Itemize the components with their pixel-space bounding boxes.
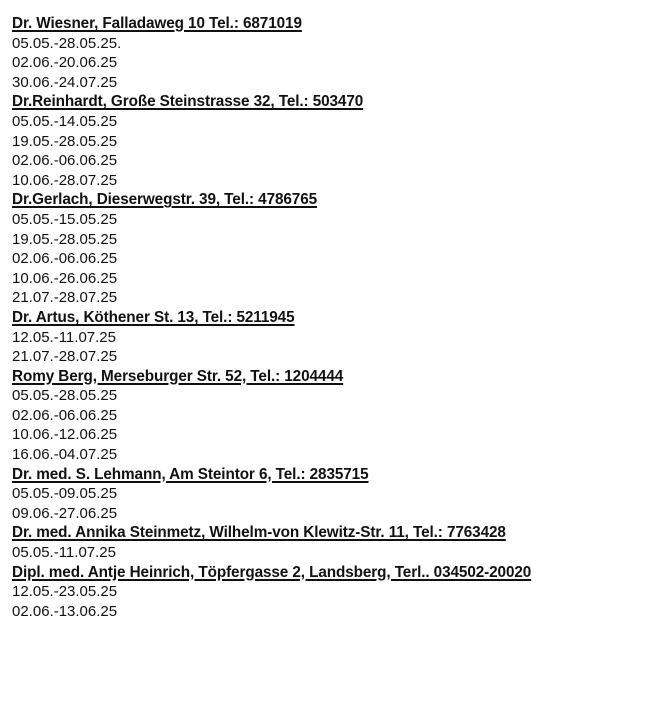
entry-heading: Dr. Wiesner, Falladaweg 10 Tel.: 6871019 — [12, 15, 302, 32]
document-page — [12, 14, 648, 621]
entry-heading: Romy Berg, Merseburger Str. 52, Tel.: 1204444 — [12, 367, 344, 385]
date-range: 09.06.-27.06.25 — [12, 504, 118, 522]
entry-heading: Dr. med. Annika Steinmetz, Wilhelm-von Klewitz-Str. 11, Tel.: 7763428 — [12, 524, 506, 542]
date-range: 05.05.-28.05.25 — [12, 387, 118, 405]
entry-wiesner — [12, 14, 648, 92]
date-range: 21.07.-28.07.25 — [12, 289, 118, 307]
entry-heading: Dr.Reinhardt, Große Steinstrasse 32, Tel.: 503470 — [12, 93, 364, 111]
date-range: 05.05.-28.05.25. — [12, 34, 122, 52]
date-range: 02.06.-13.06.25 — [12, 602, 118, 620]
date-range: 02.06.-06.06.25 — [12, 152, 118, 170]
date-range: 10.06.-12.06.25 — [12, 426, 118, 444]
date-range: 02.06.-06.06.25 — [12, 250, 118, 268]
date-range: 02.06.-06.06.25 — [12, 406, 118, 424]
date-range: 12.05.-23.05.25 — [12, 583, 118, 601]
date-range: 21.07.-28.07.25 — [12, 348, 118, 366]
entry-artus — [12, 308, 648, 367]
entry-heading: Dr. Artus, Köthener St. 13, Tel.: 5211945 — [12, 308, 295, 326]
date-range: 19.05.-28.05.25 — [12, 230, 118, 248]
date-range: 10.06.-28.07.25 — [12, 171, 118, 189]
entry-reinhardt — [12, 92, 648, 190]
entry-heading: Dipl. med. Antje Heinrich, Töpfergasse 2, Landsberg, Terl.. 034502-20020 — [12, 563, 532, 581]
entry-heinrich — [12, 563, 648, 622]
date-range: 16.06.-04.07.25 — [12, 446, 118, 464]
entry-heading: Dr. med. S. Lehmann, Am Steintor 6, Tel.: 2835715 — [12, 465, 369, 483]
entry-heading: Dr.Gerlach, Dieserwegstr. 39, Tel.: 4786765 — [12, 191, 318, 209]
date-range: 05.05.-14.05.25 — [12, 112, 118, 130]
date-range: 30.06.-24.07.25 — [12, 73, 118, 91]
date-range: 10.06.-26.06.25 — [12, 269, 118, 287]
entry-gerlach — [12, 190, 648, 308]
entry-steinmetz — [12, 523, 648, 562]
date-range: 05.05.-09.05.25 — [12, 485, 118, 503]
date-range: 05.05.-15.05.25 — [12, 210, 118, 228]
date-range: 12.05.-11.07.25 — [12, 328, 116, 346]
date-range: 02.06.-20.06.25 — [12, 54, 118, 72]
date-range: 05.05.-11.07.25 — [12, 544, 116, 562]
entry-lehmann — [12, 465, 648, 524]
entry-berg — [12, 367, 648, 465]
date-range: 19.05.-28.05.25 — [12, 132, 118, 150]
